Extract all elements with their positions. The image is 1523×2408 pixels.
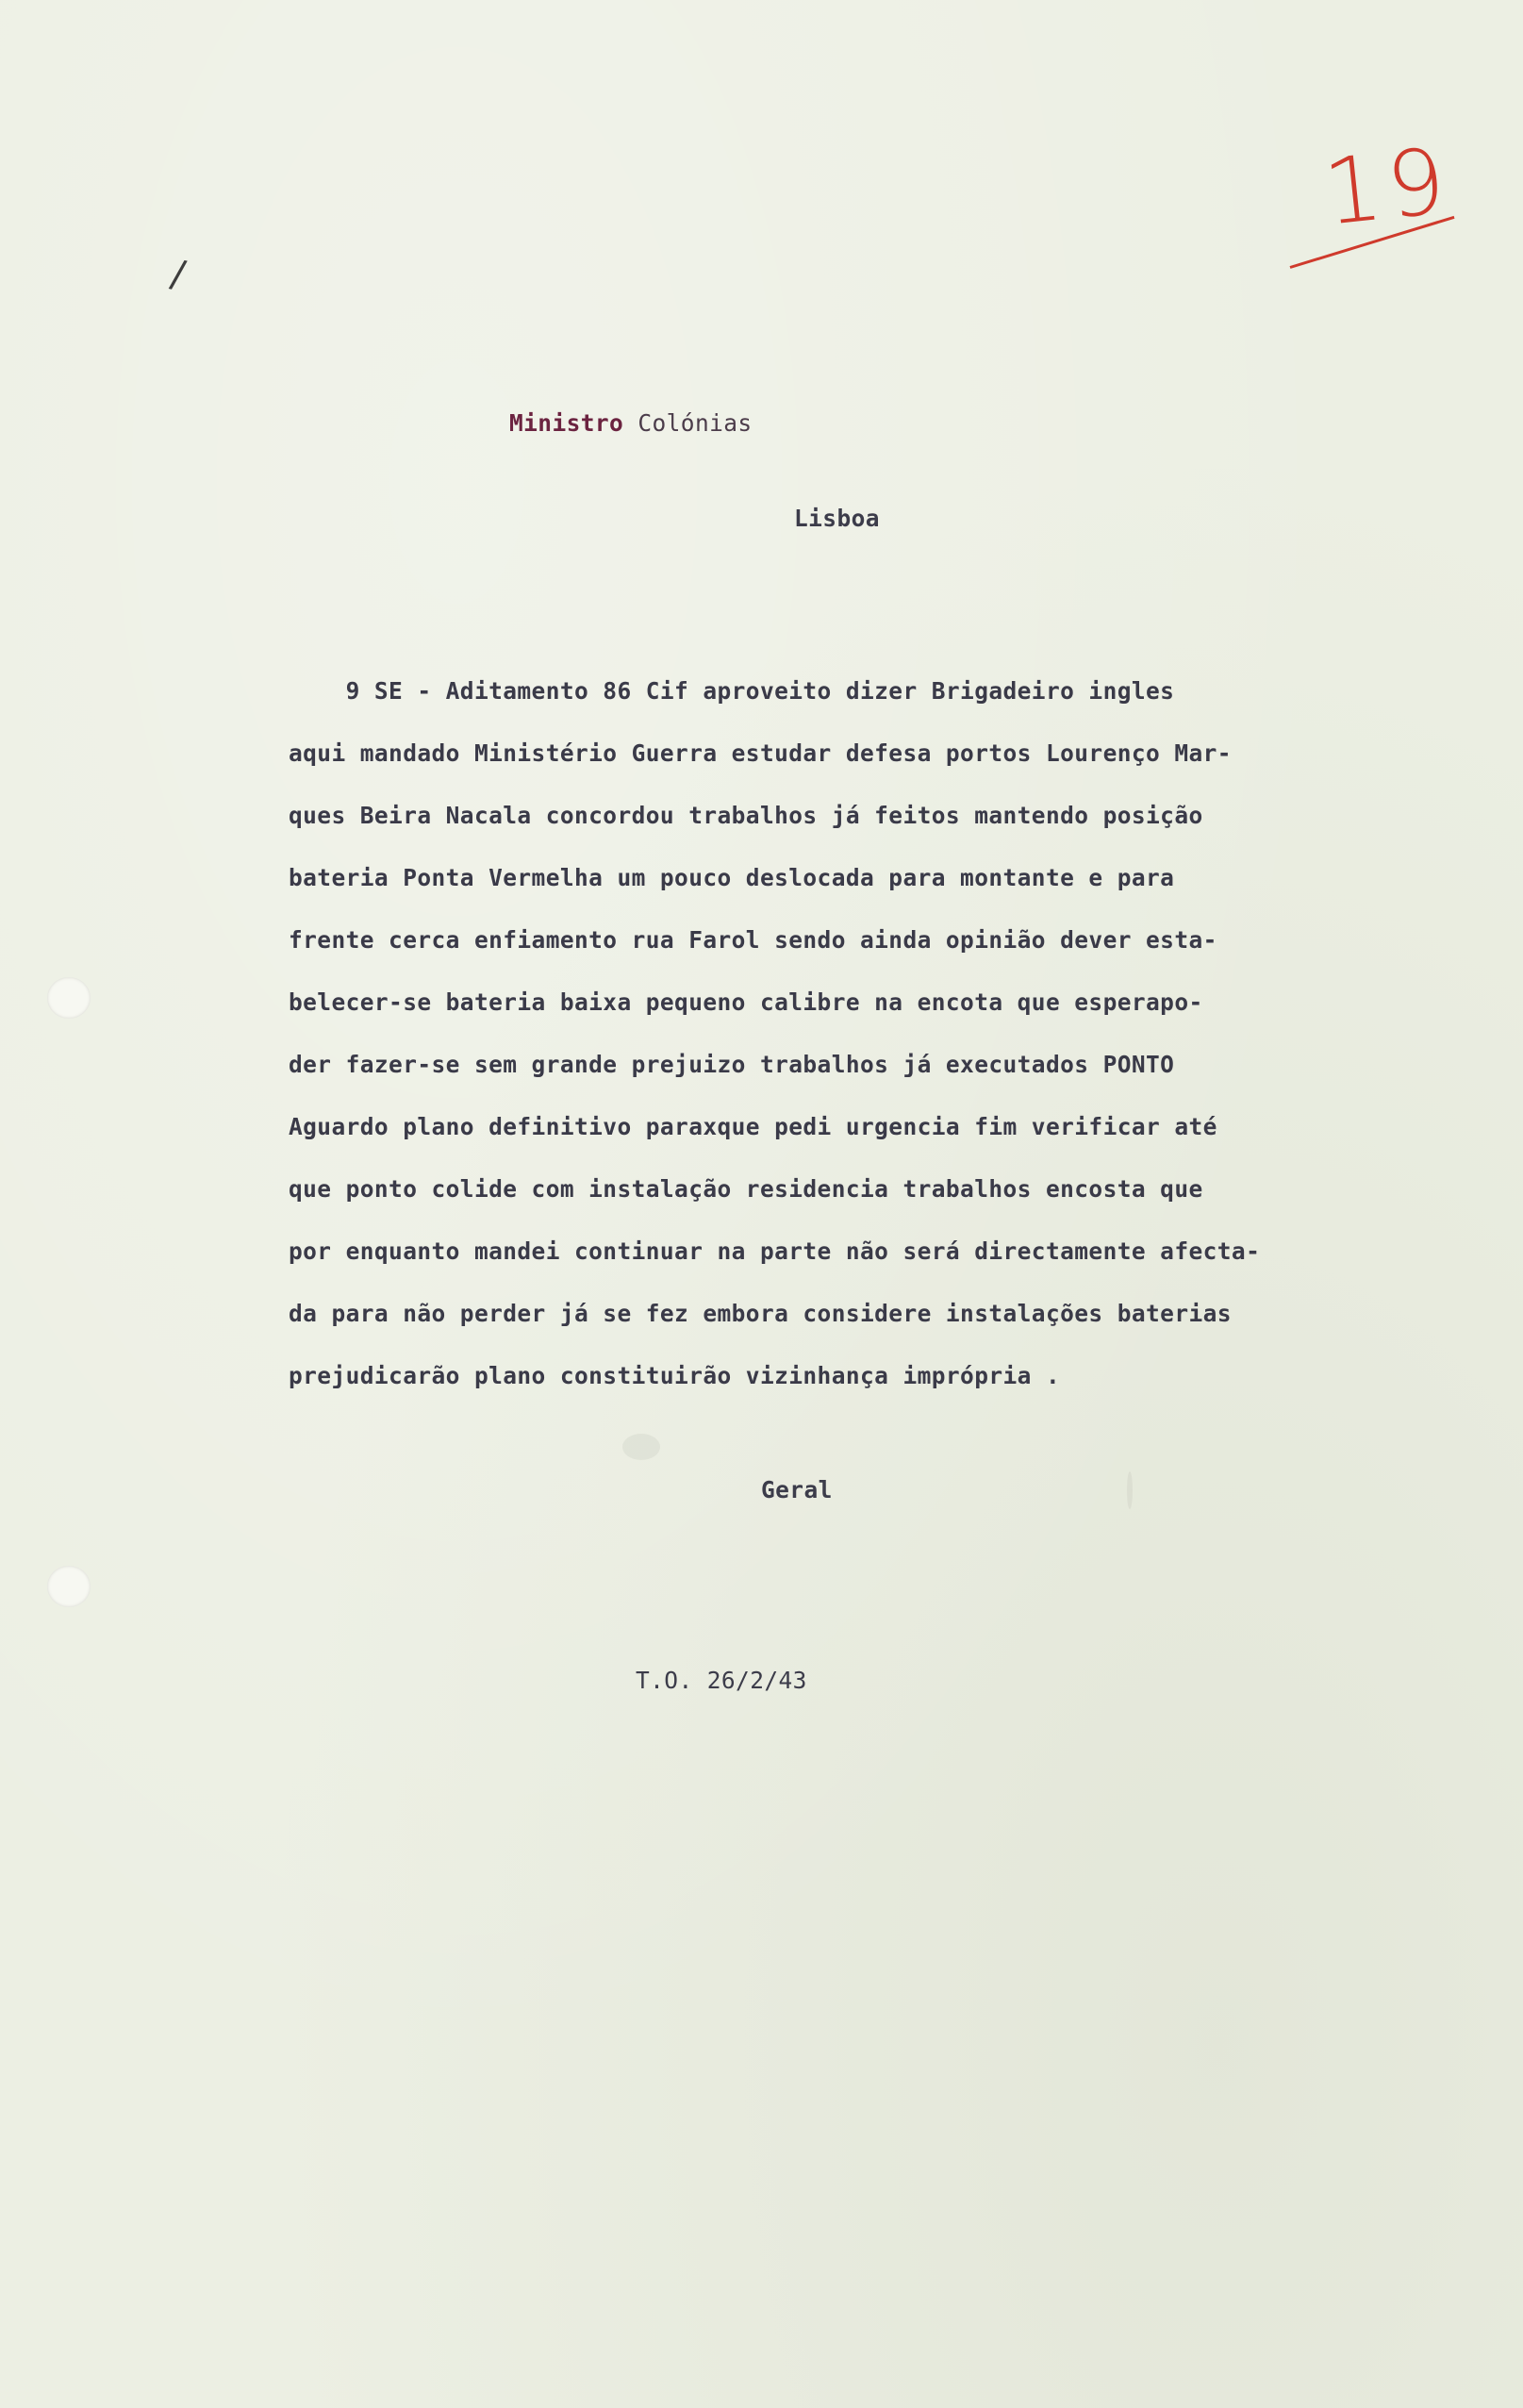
folio-number: 19 — [1318, 127, 1456, 246]
body-line: da para não perder já se fez embora considere instalações baterias — [289, 1300, 1232, 1327]
addressee-line — [509, 409, 753, 437]
margin-mark: / — [167, 252, 190, 297]
telegram-body — [289, 660, 1401, 1407]
punch-hole — [47, 1566, 91, 1607]
body-line: por enquanto mandei continuar na parte não será directamente afecta- — [289, 1237, 1261, 1265]
punch-hole — [47, 977, 91, 1019]
paper-stain — [1127, 1471, 1133, 1509]
body-line: Aguardo plano definitivo paraxque pedi urgencia fim verificar até — [289, 1113, 1217, 1140]
body-line: ques Beira Nacala concordou trabalhos já feitos mantendo posição — [289, 802, 1203, 829]
body-line: bateria Ponta Vermelha um pouco deslocada para montante e para — [289, 864, 1175, 891]
body-line: frente cerca enfiamento rua Farol sendo ainda opinião dever esta- — [289, 926, 1217, 954]
body-line: que ponto colide com instalação residencia trabalhos encosta que — [289, 1175, 1203, 1203]
body-line: aqui mandado Ministério Guerra estudar defesa portos Lourenço Mar- — [289, 739, 1232, 767]
addressee-title: Ministro — [509, 409, 624, 437]
addressee-ministry: Colónias — [637, 409, 753, 437]
paper-stain — [622, 1434, 660, 1460]
signature: Geral — [761, 1476, 833, 1503]
body-line: prejudicarão plano constituirão vizinhança imprópria . — [289, 1362, 1061, 1389]
addressee-city: Lisboa — [794, 505, 880, 532]
date-line: T.O. 26/2/43 — [636, 1667, 807, 1694]
body-line: belecer-se bateria baixa pequeno calibre na encota que esperapo- — [289, 988, 1203, 1016]
body-line: der fazer-se sem grande prejuizo trabalhos já executados PONTO — [289, 1051, 1175, 1078]
body-line: 9 SE - Aditamento 86 Cif aproveito dizer Brigadeiro ingles — [289, 677, 1175, 705]
